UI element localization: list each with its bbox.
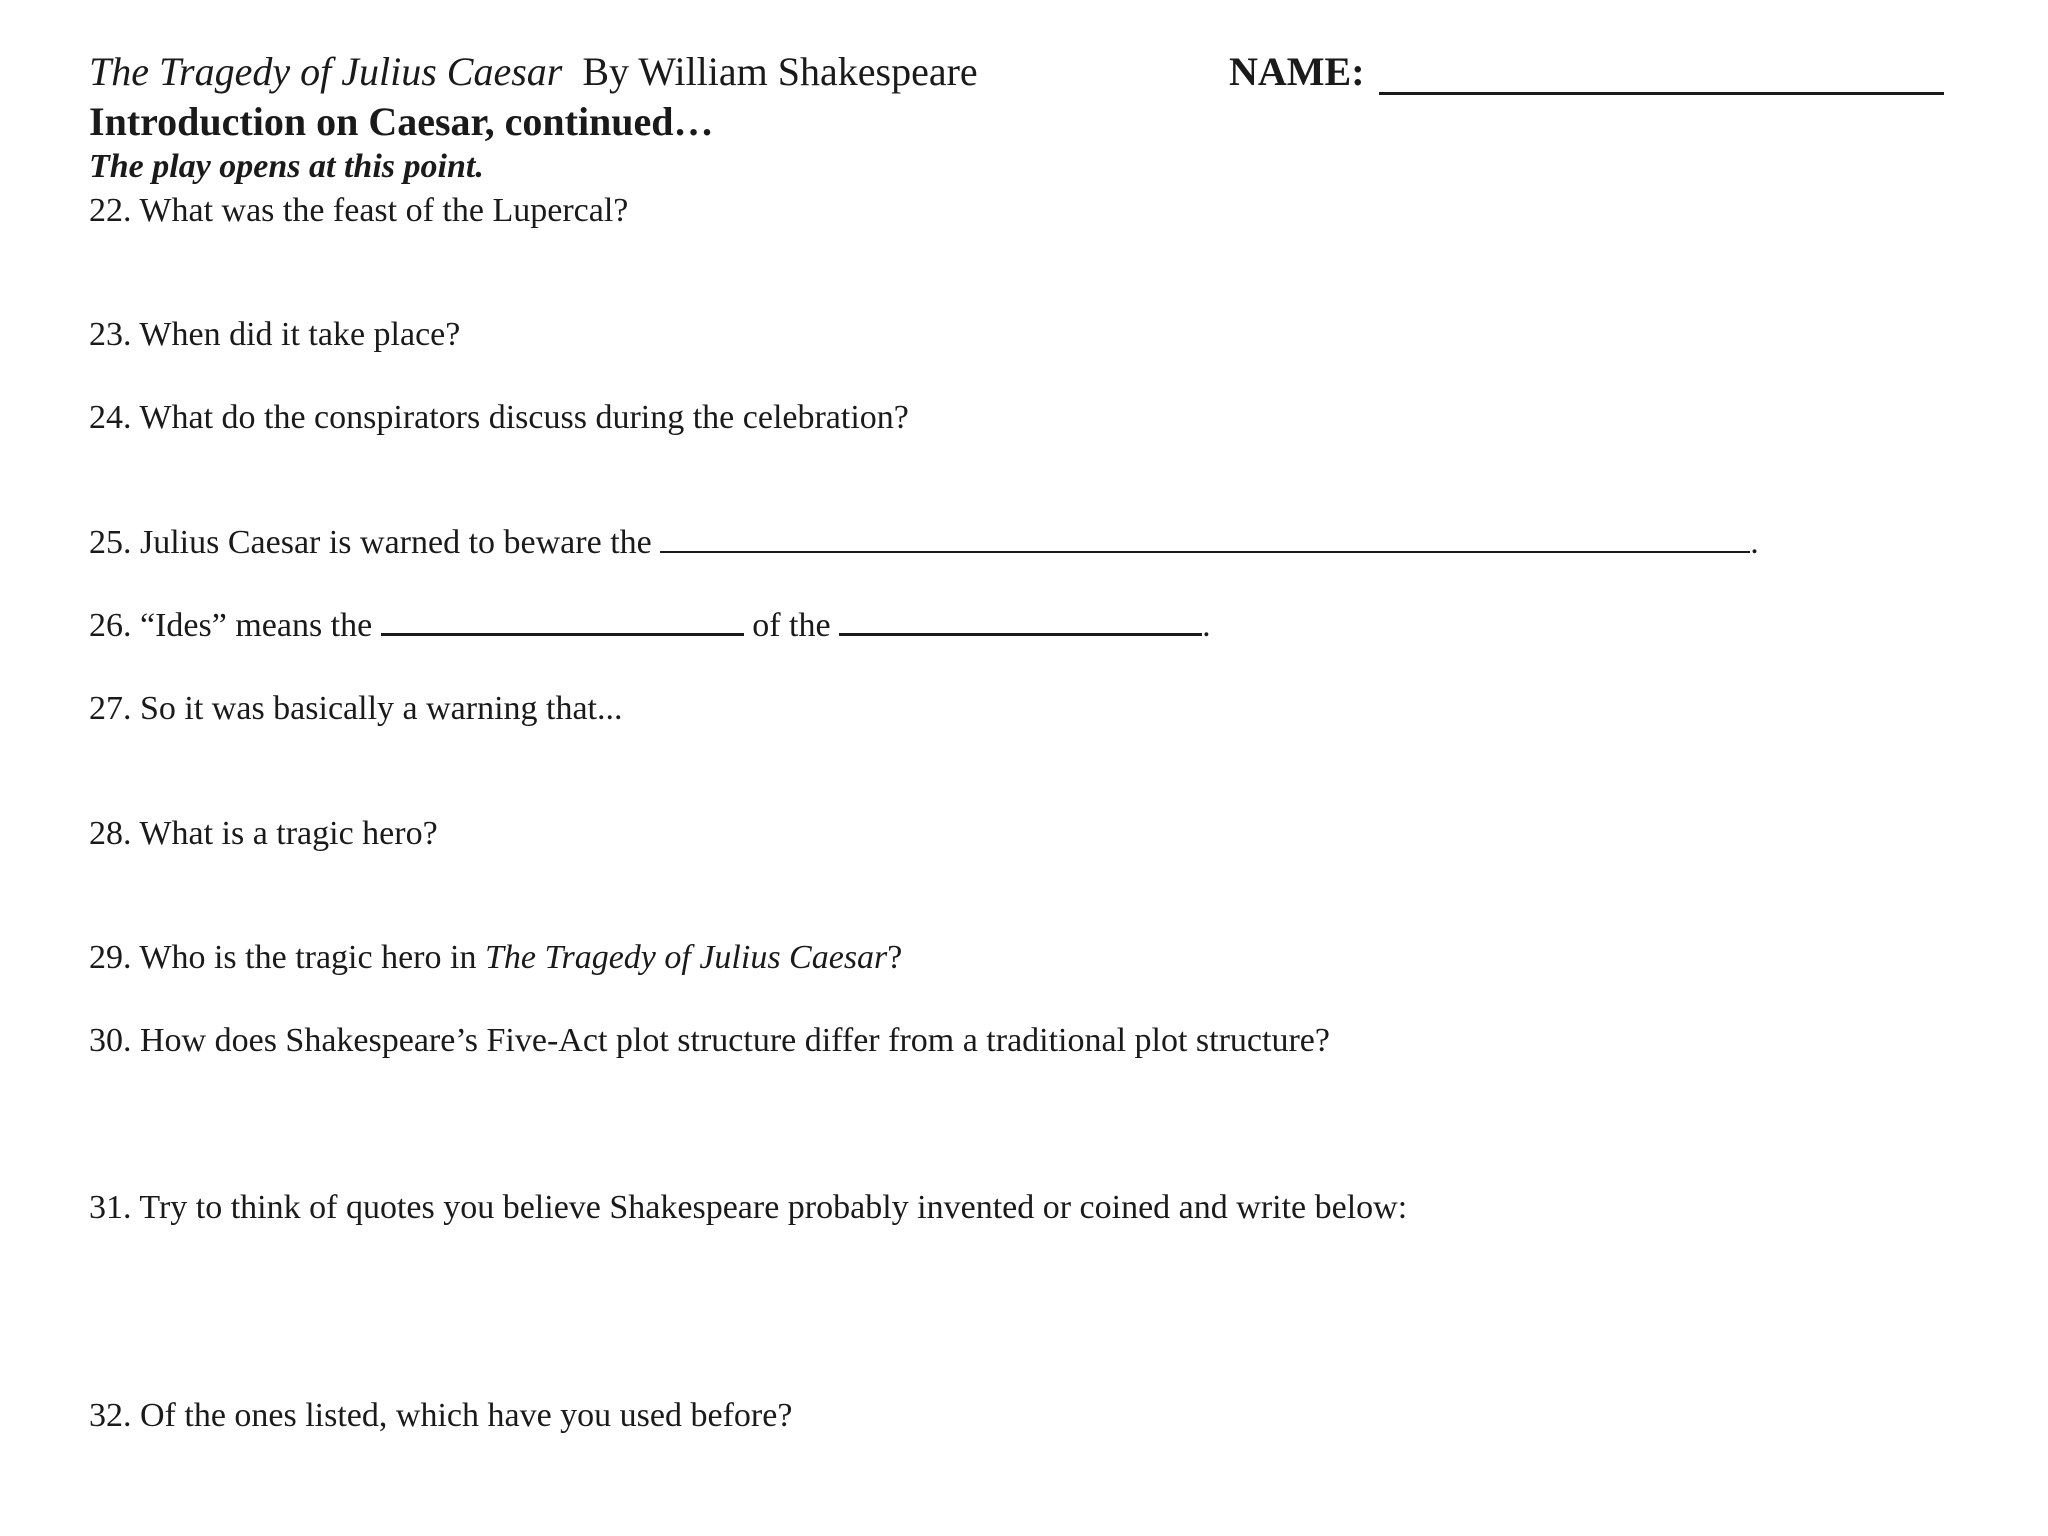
question-29 xyxy=(89,938,902,978)
question-32: 32. Of the ones listed, which have you used before? xyxy=(89,1397,793,1434)
question-22: 22. What was the feast of the Lupercal? xyxy=(89,192,629,229)
section-note: The play opens at this point. xyxy=(89,148,484,185)
question-31: 31. Try to think of quotes you believe Shakespeare probably invented or coined and write below: xyxy=(89,1189,1408,1226)
question-23: 23. When did it take place? xyxy=(89,316,461,353)
question-29-text: 29. Who is the tragic hero in xyxy=(89,939,477,976)
question-26-blank-2[interactable] xyxy=(839,632,1202,636)
play-title: The Tragedy of Julius Caesar xyxy=(89,49,563,94)
question-29-play-title: The Tragedy of Julius Caesar xyxy=(484,939,888,976)
question-24: 24. What do the conspirators discuss during the celebration? xyxy=(89,399,909,436)
question-28: 28. What is a tragic hero? xyxy=(89,815,438,852)
name-label: NAME: xyxy=(1229,49,1365,94)
question-25-period: . xyxy=(1750,524,1759,561)
question-26-period: . xyxy=(1202,607,1211,644)
question-30: 30. How does Shakespeare’s Five-Act plot structure differ from a traditional plot structure? xyxy=(89,1022,1330,1059)
question-25-blank[interactable] xyxy=(660,550,1750,553)
question-26-text: 26. “Ides” means the xyxy=(89,607,373,644)
question-26-middle: of the xyxy=(752,607,831,644)
question-27: 27. So it was basically a warning that... xyxy=(89,690,623,727)
question-26 xyxy=(89,606,1211,646)
section-subtitle: Introduction on Caesar, continued… xyxy=(89,99,714,144)
question-25 xyxy=(89,523,1759,563)
question-26-blank-1[interactable] xyxy=(381,632,744,636)
question-29-mark: ? xyxy=(887,939,903,976)
name-field[interactable] xyxy=(1379,92,1944,95)
question-25-text: 25. Julius Caesar is warned to beware the xyxy=(89,524,652,561)
byline: By William Shakespeare xyxy=(582,49,978,94)
worksheet-header xyxy=(89,48,978,96)
